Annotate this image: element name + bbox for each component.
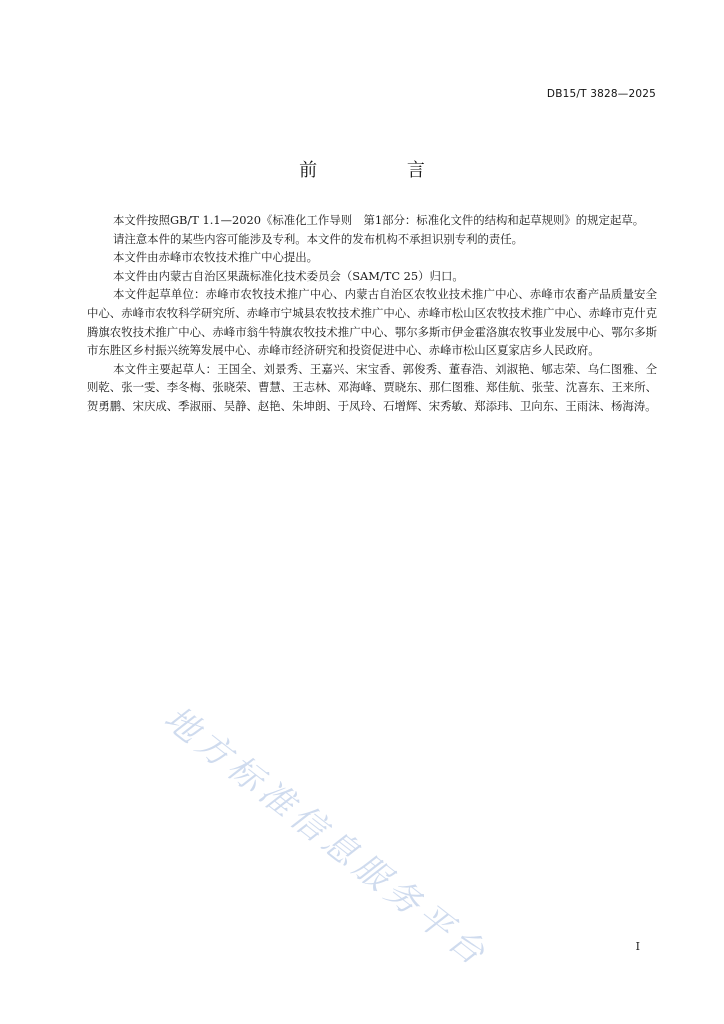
paragraph-patent-notice: 请注意本件的某些内容可能涉及专利。本文件的发布机构不承担识别专利的责任。 <box>113 231 524 246</box>
page-number: I <box>635 940 640 953</box>
section-title: 前 言 <box>299 160 467 181</box>
paragraph-drafting-units: 本文件起草单位：赤峰市农牧技术推广中心、内蒙古自治区农牧业技术推广中心、赤峰市农畜产品质量安全中心、赤峰市农牧科学研究所、赤峰市宁城县农牧技术推广中心、赤峰市松山区农牧技术推广中心、赤峰市克什克腾旗农牧技术推广中心、赤峰市翁牛特旗农牧技术推广中心、鄂尔多斯市伊金霍洛旗农牧事业发展中心、鄂尔多斯市东胜区乡村振兴统筹发展中心、赤峰市经济研究和投资促进中心、赤峰市松山区夏家店乡人民政府。 <box>87 287 657 358</box>
paragraph-proposer: 本文件由赤峰市农牧技术推广中心提出。 <box>113 250 319 265</box>
paragraph-drafters: 本文件主要起草人：王国全、刘景秀、王嘉兴、宋宝香、郭俊秀、董春浩、刘淑艳、郇志荣、乌仁图雅、仝则乾、张一雯、李冬梅、张晓荣、曹慧、王志林、邓海峰、贾晓东、那仁图雅、郑佳航、张莹、沈喜东、王来所、贺勇鹏、宋庆成、季淑丽、吴静、赵艳、朱坤朗、于凤玲、石增辉、宋秀敏、郑添玮、卫向东、王雨沫、杨海涛。 <box>87 361 657 413</box>
paragraph-drafting-basis: 本文件按照GB/T 1.1—2020《标准化工作导则 第1部分：标准化文件的结构和起草规则》的规定起草。 <box>113 213 645 227</box>
paragraph-committee: 本文件由内蒙古自治区果蔬标准化技术委员会（SAM/TC 25）归口。 <box>113 268 464 283</box>
foreword-body <box>87 211 657 416</box>
watermark: 地方标准信息服务平台 <box>156 698 497 977</box>
document-code: DB15/T 3828—2025 <box>546 88 656 100</box>
